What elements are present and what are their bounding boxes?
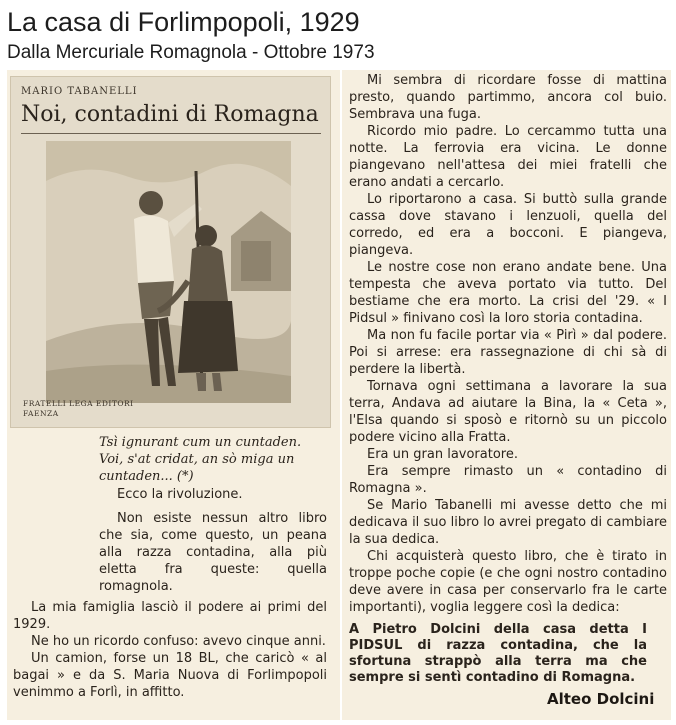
newspaper-clipping — [7, 70, 671, 720]
dedication: A Pietro Dolcini della casa detta I PIDSUL di razza contadina, che la sfortuna strappò alla terra ma che sempre si sentì contadino di Romagna. — [349, 622, 647, 685]
paragraph: Non esiste nessun altro libro che sia, come questo, un peana alla razza contadina, alla più eletta fra queste: quella romagnola. — [99, 511, 327, 594]
left-column-body — [13, 599, 327, 701]
paragraph: Mi sembra di ricordare fosse di mattina presto, quando partimmo, ancora col buio. Sembrava una fuga. — [349, 73, 667, 122]
paragraph: Ma non fu facile portar via « Pirì » dal podere. Poi si arrese: era rassegnazione di chi sà di perdere la libertà. — [349, 328, 667, 377]
paragraph: Era sempre rimasto un « contadino di Romagna ». — [349, 464, 667, 496]
cover-publisher: FRATELLI LEGA EDITORI FAENZA — [23, 399, 134, 418]
paragraph: Era un gran lavoratore. — [367, 447, 518, 462]
page-title: La casa di Forlimpopoli, 1929 — [7, 7, 360, 37]
cover-rule — [21, 133, 321, 134]
paragraph: Tornava ogni settimana a lavorare la sua terra, Andava ad aiutare la Bina, la « Ceta », l'Elsa quando si sposò e ritornò su un piccolo podere vicino alla Fratta. — [349, 379, 667, 445]
book-cover — [10, 76, 331, 428]
paragraph: Un camion, forse un 18 BL, che caricò « al bagai » e da S. Maria Nuova di Forlimpopoli venimmo a Forlì, in affitto. — [13, 651, 327, 700]
paragraph: Se Mario Tabanelli mi avesse detto che mi dedicava il suo libro lo avrei pregato di cambiare la sua dedica. — [349, 498, 667, 547]
left-column-intro — [99, 486, 327, 595]
paragraph: Ecco la rivoluzione. — [117, 487, 243, 502]
paragraph: Ne ho un ricordo confuso: avevo cinque anni. — [31, 634, 326, 649]
paragraph: Le nostre cose non erano andate bene. Una tempesta che aveva portato via tutto. Del bestiame che era morto. La crisi del '29. « I Pidsul » finivano così la loro storia contadina. — [349, 260, 667, 326]
column-divider — [340, 70, 342, 720]
paragraph: Ricordo mio padre. Lo cercammo tutta una notte. La ferrovia era vicina. Le donne piangevano nell'attesa dei miei fratelli che erano andati a cercarlo. — [349, 124, 667, 190]
paragraph: La mia famiglia lasciò il podere ai primi del 1929. — [13, 600, 327, 632]
right-column-body — [349, 72, 667, 686]
cover-painting — [46, 141, 291, 403]
cover-title: Noi, contadini di Romagna — [21, 102, 319, 127]
paragraph: Lo riportarono a casa. Si buttò sulla grande cassa dove stavano i lenzuoli, quella del corredo, ed era a bocconi. E piangeva, piangeva. — [349, 192, 667, 258]
page-subtitle: Dalla Mercuriale Romagnola - Ottobre 1973 — [7, 42, 375, 63]
paragraph: Chi acquisterà questo libro, che è tirato in troppe poche copie (e che ogni nostro contadino deve avere in casa per conservarlo fra le carte importanti), voglia leggere così la dedica: — [349, 549, 667, 615]
dialect-quote: Tsì ignurant cum un cuntaden. Voi, s'at cridat, an sò miga un cuntaden... (*) — [99, 435, 302, 484]
cover-author: MARIO TABANELLI — [21, 86, 138, 97]
signature: Alteo Dolcini — [547, 690, 655, 708]
